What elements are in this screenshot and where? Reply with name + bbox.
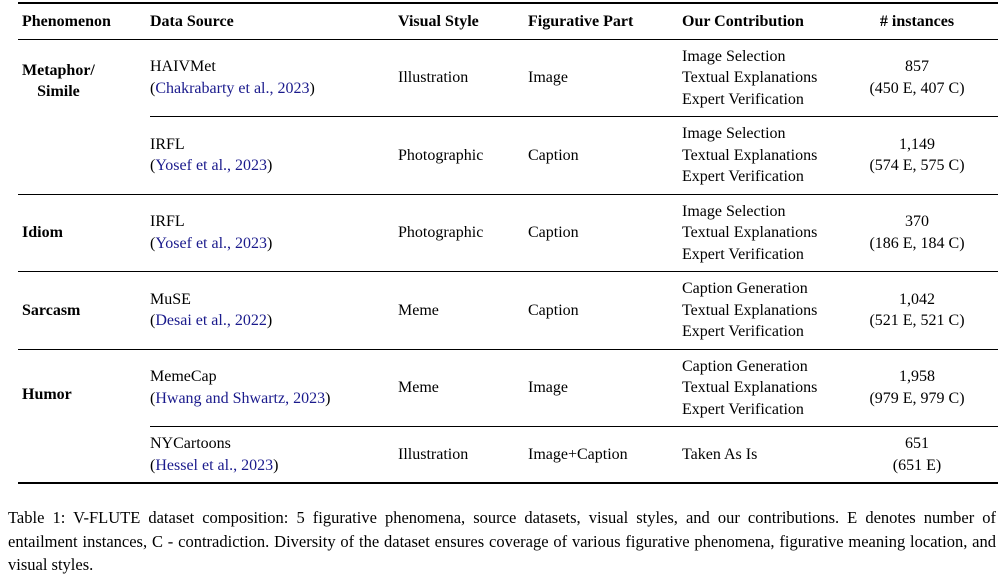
instances-cell [836,39,998,117]
citation-link[interactable]: Hwang and Shwartz, 2023 [155,389,326,407]
visual-style-cell: Illustration [398,69,469,86]
instances-cell [836,349,998,427]
contribution-line: Expert Verification [682,90,804,108]
figurative-part-cell: Caption [528,117,682,195]
source-citation: (Yosef et al., 2023) [150,157,273,175]
contribution-line: Textual Explanations [682,69,818,86]
table-caption: Table 1: V-FLUTE dataset composition: 5 figurative phenomena, source datasets, visual styles, and our contributions. E denotes number of entailment instances, C - contradiction. Diversity of the dataset ensures coverage of various figurative phenomena, figurative meaning location, and visual styles. [8,508,996,574]
instances-cell [836,117,998,195]
table-row [18,272,998,350]
contribution-line: Expert Verification [682,323,804,340]
figurative-part-cell: Image [528,349,682,427]
source-name: IRFL [150,213,185,231]
phenomenon-cell-metaphor-simile [18,39,150,194]
citation-link[interactable]: Desai et al., 2022 [155,312,267,330]
data-source-cell [150,272,398,350]
visual-style-cell: Photographic [398,194,528,272]
citation-link[interactable]: Yosef et al., 2023 [155,157,268,175]
instances-cell [836,194,998,272]
contribution-line: Textual Explanations [682,301,818,319]
contribution-line: Image Selection [682,202,786,220]
contribution-cell [682,39,836,117]
contribution-line: Image Selection [682,47,786,65]
visual-style-cell: Meme [398,272,528,350]
column-header-instances: # instances [836,3,998,39]
source-citation: (Desai et al., 2022) [150,312,273,330]
table-row [18,194,998,272]
table-row [18,39,998,117]
source-citation: (Hessel et al., 2023) [150,456,279,474]
contribution-line: Image Selection [682,125,786,142]
phenomenon-cell-humor: Humor [18,349,150,483]
figurative-part-cell: Caption [528,272,682,350]
figurative-part-cell: Image+Caption [528,427,682,484]
table-row [18,427,998,484]
contribution-line: Expert Verification [682,168,804,185]
instances-total: 1,958 [899,368,935,386]
contribution-cell [682,349,836,427]
visual-style-cell: Meme [398,349,528,427]
instances-breakdown: (574 E, 575 C) [869,157,965,175]
source-name: IRFL [150,135,185,153]
contribution-line: Caption Generation [682,357,808,375]
column-header-data-source: Data Source [150,3,398,39]
column-header-figurative-part: Figurative Part [528,3,682,39]
instances-breakdown: (979 E, 979 C) [869,389,965,407]
contribution-line: Textual Explanations [682,379,818,396]
dataset-composition-table [18,2,998,484]
figurative-part-cell: Caption [528,194,682,272]
instances-cell [836,427,998,484]
instances-breakdown: (450 E, 407 C) [869,79,965,97]
citation-link[interactable]: Yosef et al., 2023 [155,234,268,252]
visual-style-cell: Photographic [398,117,528,195]
header-row [18,3,998,39]
instances-total: 857 [905,58,929,76]
contribution-cell [682,117,836,195]
visual-style-cell: Illustration [398,427,528,484]
contribution-line: Expert Verification [682,400,804,418]
contribution-line: Expert Verification [682,245,804,263]
contribution-line: Textual Explanations [682,224,818,241]
contribution-cell [682,427,836,484]
source-name: MemeCap [150,368,217,386]
figurative-part-cell: Image [528,69,568,86]
data-source-cell [150,39,398,117]
table-row [18,349,998,427]
contribution-line: Taken As Is [682,445,758,463]
citation-link[interactable]: Chakrabarty et al., 2023 [155,79,310,97]
contribution-line: Textual Explanations [682,146,818,164]
source-citation: (Yosef et al., 2023) [150,234,273,252]
contribution-line: Caption Generation [682,280,808,297]
instances-breakdown: (521 E, 521 C) [869,312,965,330]
column-header-phenomenon: Phenomenon [18,3,150,39]
instances-total: 1,149 [899,135,935,153]
data-source-cell [150,194,398,272]
citation-link[interactable]: Hessel et al., 2023 [155,456,274,474]
data-source-cell [150,349,398,427]
instances-total: 1,042 [899,290,935,308]
instances-breakdown: (651 E) [892,456,942,474]
data-source-cell [150,427,398,484]
phenomenon-label: Metaphor/ Simile [22,61,95,100]
data-source-cell [150,117,398,195]
source-citation: (Hwang and Shwartz, 2023) [150,389,331,407]
instances-breakdown: (186 E, 184 C) [869,234,965,252]
source-citation: (Chakrabarty et al., 2023) [150,79,315,97]
contribution-cell [682,194,836,272]
column-header-our-contribution: Our Contribution [682,3,836,39]
instances-total: 370 [905,213,929,231]
phenomenon-cell-sarcasm: Sarcasm [18,272,150,350]
source-name: MuSE [150,290,191,308]
source-name: NYCartoons [150,435,231,452]
table-row [18,117,998,195]
source-name: HAIVMet [150,58,216,76]
instances-total: 651 [905,435,929,452]
phenomenon-cell-idiom: Idiom [18,194,150,272]
instances-cell [836,272,998,350]
column-header-visual-style: Visual Style [398,3,528,39]
contribution-cell [682,272,836,350]
